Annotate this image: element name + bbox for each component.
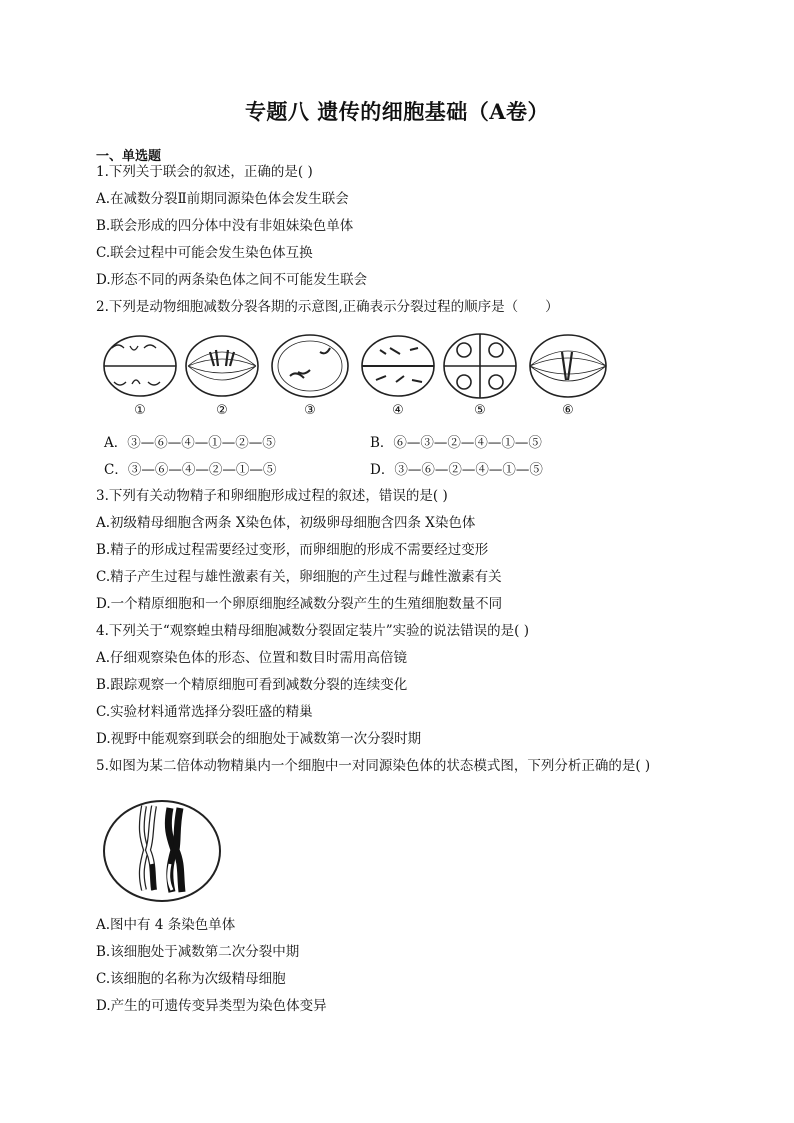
meiosis-stages-figure [100, 328, 620, 420]
q4-option-a: A.仔细观察染色体的形态、位置和数目时需用高倍镜 [96, 650, 408, 666]
figure-label-2: ② [216, 403, 228, 418]
q5-option-a: A.图中有 4 条染色单体 [96, 917, 236, 933]
cell-diagram-6 [530, 335, 606, 397]
cell-diagram-5 [444, 334, 516, 398]
q4-stem: 4.下列关于“观察蝗虫精母细胞减数分裂固定装片”实验的说法错误的是( ) [96, 623, 530, 639]
figure-label-3: ③ [304, 403, 316, 418]
q1-option-c: C.联会过程中可能会发生染色体互换 [96, 245, 313, 261]
cell-diagram-3 [272, 335, 348, 397]
cell-diagram-1 [104, 336, 176, 396]
q4-option-c: C.实验材料通常选择分裂旺盛的精巢 [96, 704, 313, 720]
cell-diagram-2 [186, 336, 258, 396]
q3-option-d: D.一个精原细胞和一个卵原细胞经减数分裂产生的生殖细胞数量不同 [96, 596, 503, 612]
page-title: 专题八 遗传的细胞基础（A卷） [244, 99, 550, 124]
figure-label-1: ① [134, 403, 146, 418]
q1-option-a: A.在减数分裂Ⅱ前期同源染色体会发生联会 [96, 191, 349, 207]
q5-stem: 5.如图为某二倍体动物精巢内一个细胞中一对同源染色体的状态模式图，下列分析正确的是( ) [96, 758, 651, 774]
q2-stem: 2.下列是动物细胞减数分裂各期的示意图,正确表示分裂过程的顺序是（ ） [96, 299, 559, 315]
figure-label-5: ⑤ [474, 403, 486, 418]
q5-option-b: B.该细胞处于减数第二次分裂中期 [96, 944, 300, 960]
q5-option-c: C.该细胞的名称为次级精母细胞 [96, 971, 286, 987]
q2-option-c: C．③—⑥—④—②—①—⑤ [104, 462, 277, 478]
q2-option-b: B．⑥—③—②—④—①—⑤ [370, 435, 542, 451]
section-heading: 一、单选题 [96, 149, 162, 164]
q5-option-d: D.产生的可遗传变异类型为染色体变异 [96, 998, 327, 1014]
q1-stem: 1.下列关于联会的叙述，正确的是( ) [96, 164, 313, 180]
q3-option-c: C.精子产生过程与雄性激素有关，卵细胞的产生过程与雌性激素有关 [96, 569, 502, 585]
q2-option-d: D．③—⑥—②—④—①—⑤ [370, 462, 543, 478]
figure-label-6: ⑥ [562, 403, 574, 418]
q2-option-a: A．③—⑥—④—①—②—⑤ [104, 435, 276, 451]
q4-option-b: B.跟踪观察一个精原细胞可看到减数分裂的连续变化 [96, 677, 408, 693]
figure-label-4: ④ [392, 403, 404, 418]
q3-option-a: A.初级精母细胞含两条 X染色体，初级卵母细胞含四条 X染色体 [96, 515, 476, 531]
q1-option-d: D.形态不同的两条染色体之间不可能发生联会 [96, 272, 368, 288]
q4-option-d: D.视野中能观察到联会的细胞处于减数第一次分裂时期 [96, 731, 422, 747]
cell-diagram-4 [362, 336, 434, 396]
q3-stem: 3.下列有关动物精子和卵细胞形成过程的叙述，错误的是( ) [96, 488, 448, 504]
q3-option-b: B.精子的形成过程需要经过变形，而卵细胞的形成不需要经过变形 [96, 542, 489, 558]
homologous-chromosome-figure [100, 798, 226, 906]
q1-option-b: B.联会形成的四分体中没有非姐妹染色单体 [96, 218, 354, 234]
